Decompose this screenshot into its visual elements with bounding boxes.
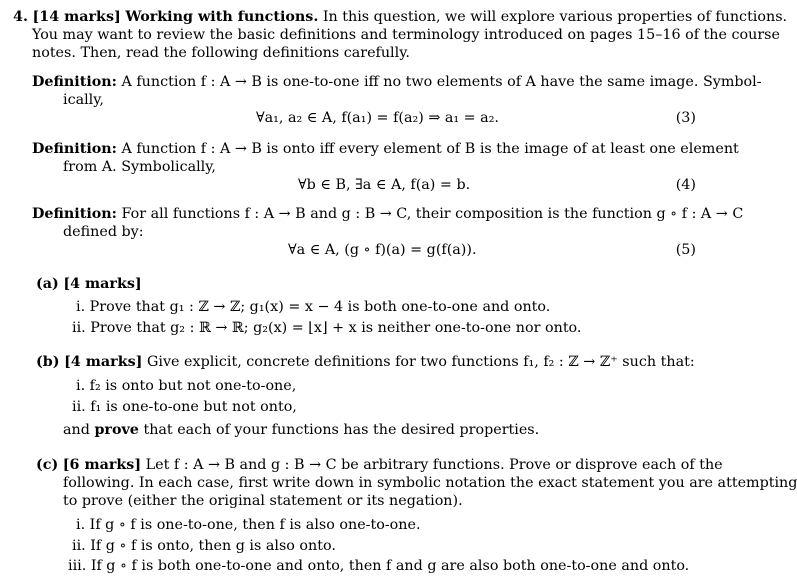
part-a-item	[72, 319, 581, 337]
definition-onto	[32, 140, 739, 158]
item-text: f₂ is onto but not one-to-one,	[89, 378, 297, 394]
definition-text-line2: from A. Symbolically,	[63, 159, 216, 175]
closing-bold: prove	[94, 422, 139, 438]
item-number: i.	[76, 378, 86, 394]
definition-label: Definition:	[32, 206, 117, 222]
part-marks: [6 marks]	[62, 457, 142, 473]
closing-post: that each of your functions has the desired properties.	[143, 422, 540, 438]
equation-number-3: (3)	[675, 110, 696, 126]
definition-composition	[32, 205, 743, 223]
definition-one-to-one	[32, 73, 762, 91]
part-marks: [4 marks]	[64, 354, 143, 370]
problem-number: 4.	[13, 9, 28, 25]
formula-onto: ∀b ∈ B, ∃a ∈ A, f(a) = b.	[298, 177, 471, 193]
definition-text-line1: For all functions f : A → B and g : B → C, their composition is the function g ∘ f : A → C	[121, 206, 744, 222]
item-number: ii.	[72, 320, 86, 336]
part-c-line3: to prove (either the original statement or its negation).	[63, 493, 463, 509]
item-number: ii.	[72, 538, 86, 554]
definition-text-line2: ically,	[63, 92, 104, 108]
item-number: i.	[76, 517, 86, 533]
definition-text-line2: defined by:	[63, 224, 144, 240]
formula-composition: ∀a ∈ A, (g ∘ f)(a) = g(f(a)).	[288, 242, 477, 258]
part-c-header	[36, 456, 723, 474]
equation-number-4: (4)	[675, 177, 696, 193]
part-b-item	[76, 377, 296, 395]
part-b-header	[36, 353, 695, 371]
problem-intro-line3: notes. Then, read the following definitions carefully.	[32, 45, 410, 61]
part-c-item	[68, 557, 689, 575]
definition-text-line1: A function f : A → B is onto iff every element of B is the image of at least one element	[121, 141, 739, 157]
problem-intro-line2: You may want to review the basic definitions and terminology introduced on pages 15–16 of the course	[32, 27, 780, 43]
item-text: Prove that g₂ : ℝ → ℝ; g₂(x) = ⌊x⌋ + x is neither one-to-one nor onto.	[90, 320, 582, 336]
item-number: iii.	[68, 558, 87, 574]
part-c-item	[72, 537, 336, 555]
part-c-line2: following. In each case, first write down in symbolic notation the exact statement you are attempting	[63, 475, 797, 491]
item-text: If g ∘ f is onto, then g is also onto.	[90, 538, 336, 554]
problem-title: Working with functions.	[125, 9, 319, 25]
part-b-item	[72, 398, 297, 416]
item-text: Prove that g₁ : ℤ → ℤ; g₁(x) = x − 4 is both one-to-one and onto.	[89, 299, 551, 315]
definition-text-line1: A function f : A → B is one-to-one iff no two elements of A have the same image. Symbol-	[121, 74, 762, 90]
item-text: If g ∘ f is one-to-one, then f is also one-to-one.	[89, 517, 421, 533]
part-b-closing	[63, 421, 539, 439]
item-number: i.	[76, 299, 86, 315]
part-a-header	[36, 275, 142, 293]
part-label: (c)	[36, 457, 59, 473]
part-marks: [4 marks]	[63, 276, 142, 292]
item-text: If g ∘ f is both one-to-one and onto, then f and g are also both one-to-one and onto.	[90, 558, 690, 574]
definition-label: Definition:	[32, 74, 117, 90]
part-c-line1: Let f : A → B and g : B → C be arbitrary functions. Prove or disprove each of the	[145, 457, 723, 473]
part-label: (a)	[36, 276, 59, 292]
part-b-intro: Give explicit, concrete definitions for two functions f₁, f₂ : ℤ → ℤ⁺ such that:	[146, 354, 695, 370]
problem-intro-line1: In this question, we will explore various properties of functions.	[322, 9, 788, 25]
formula-one-to-one: ∀a₁, a₂ ∈ A, f(a₁) = f(a₂) ⇒ a₁ = a₂.	[256, 110, 499, 126]
part-a-item	[76, 298, 550, 316]
part-label: (b)	[36, 354, 60, 370]
problem-marks: [14 marks]	[32, 9, 121, 25]
item-text: f₁ is one-to-one but not onto,	[90, 399, 297, 415]
problem-header-line	[13, 8, 787, 26]
closing-pre: and	[63, 422, 90, 438]
part-c-item	[76, 516, 421, 534]
equation-number-5: (5)	[675, 242, 696, 258]
item-number: ii.	[72, 399, 86, 415]
definition-label: Definition:	[32, 141, 117, 157]
